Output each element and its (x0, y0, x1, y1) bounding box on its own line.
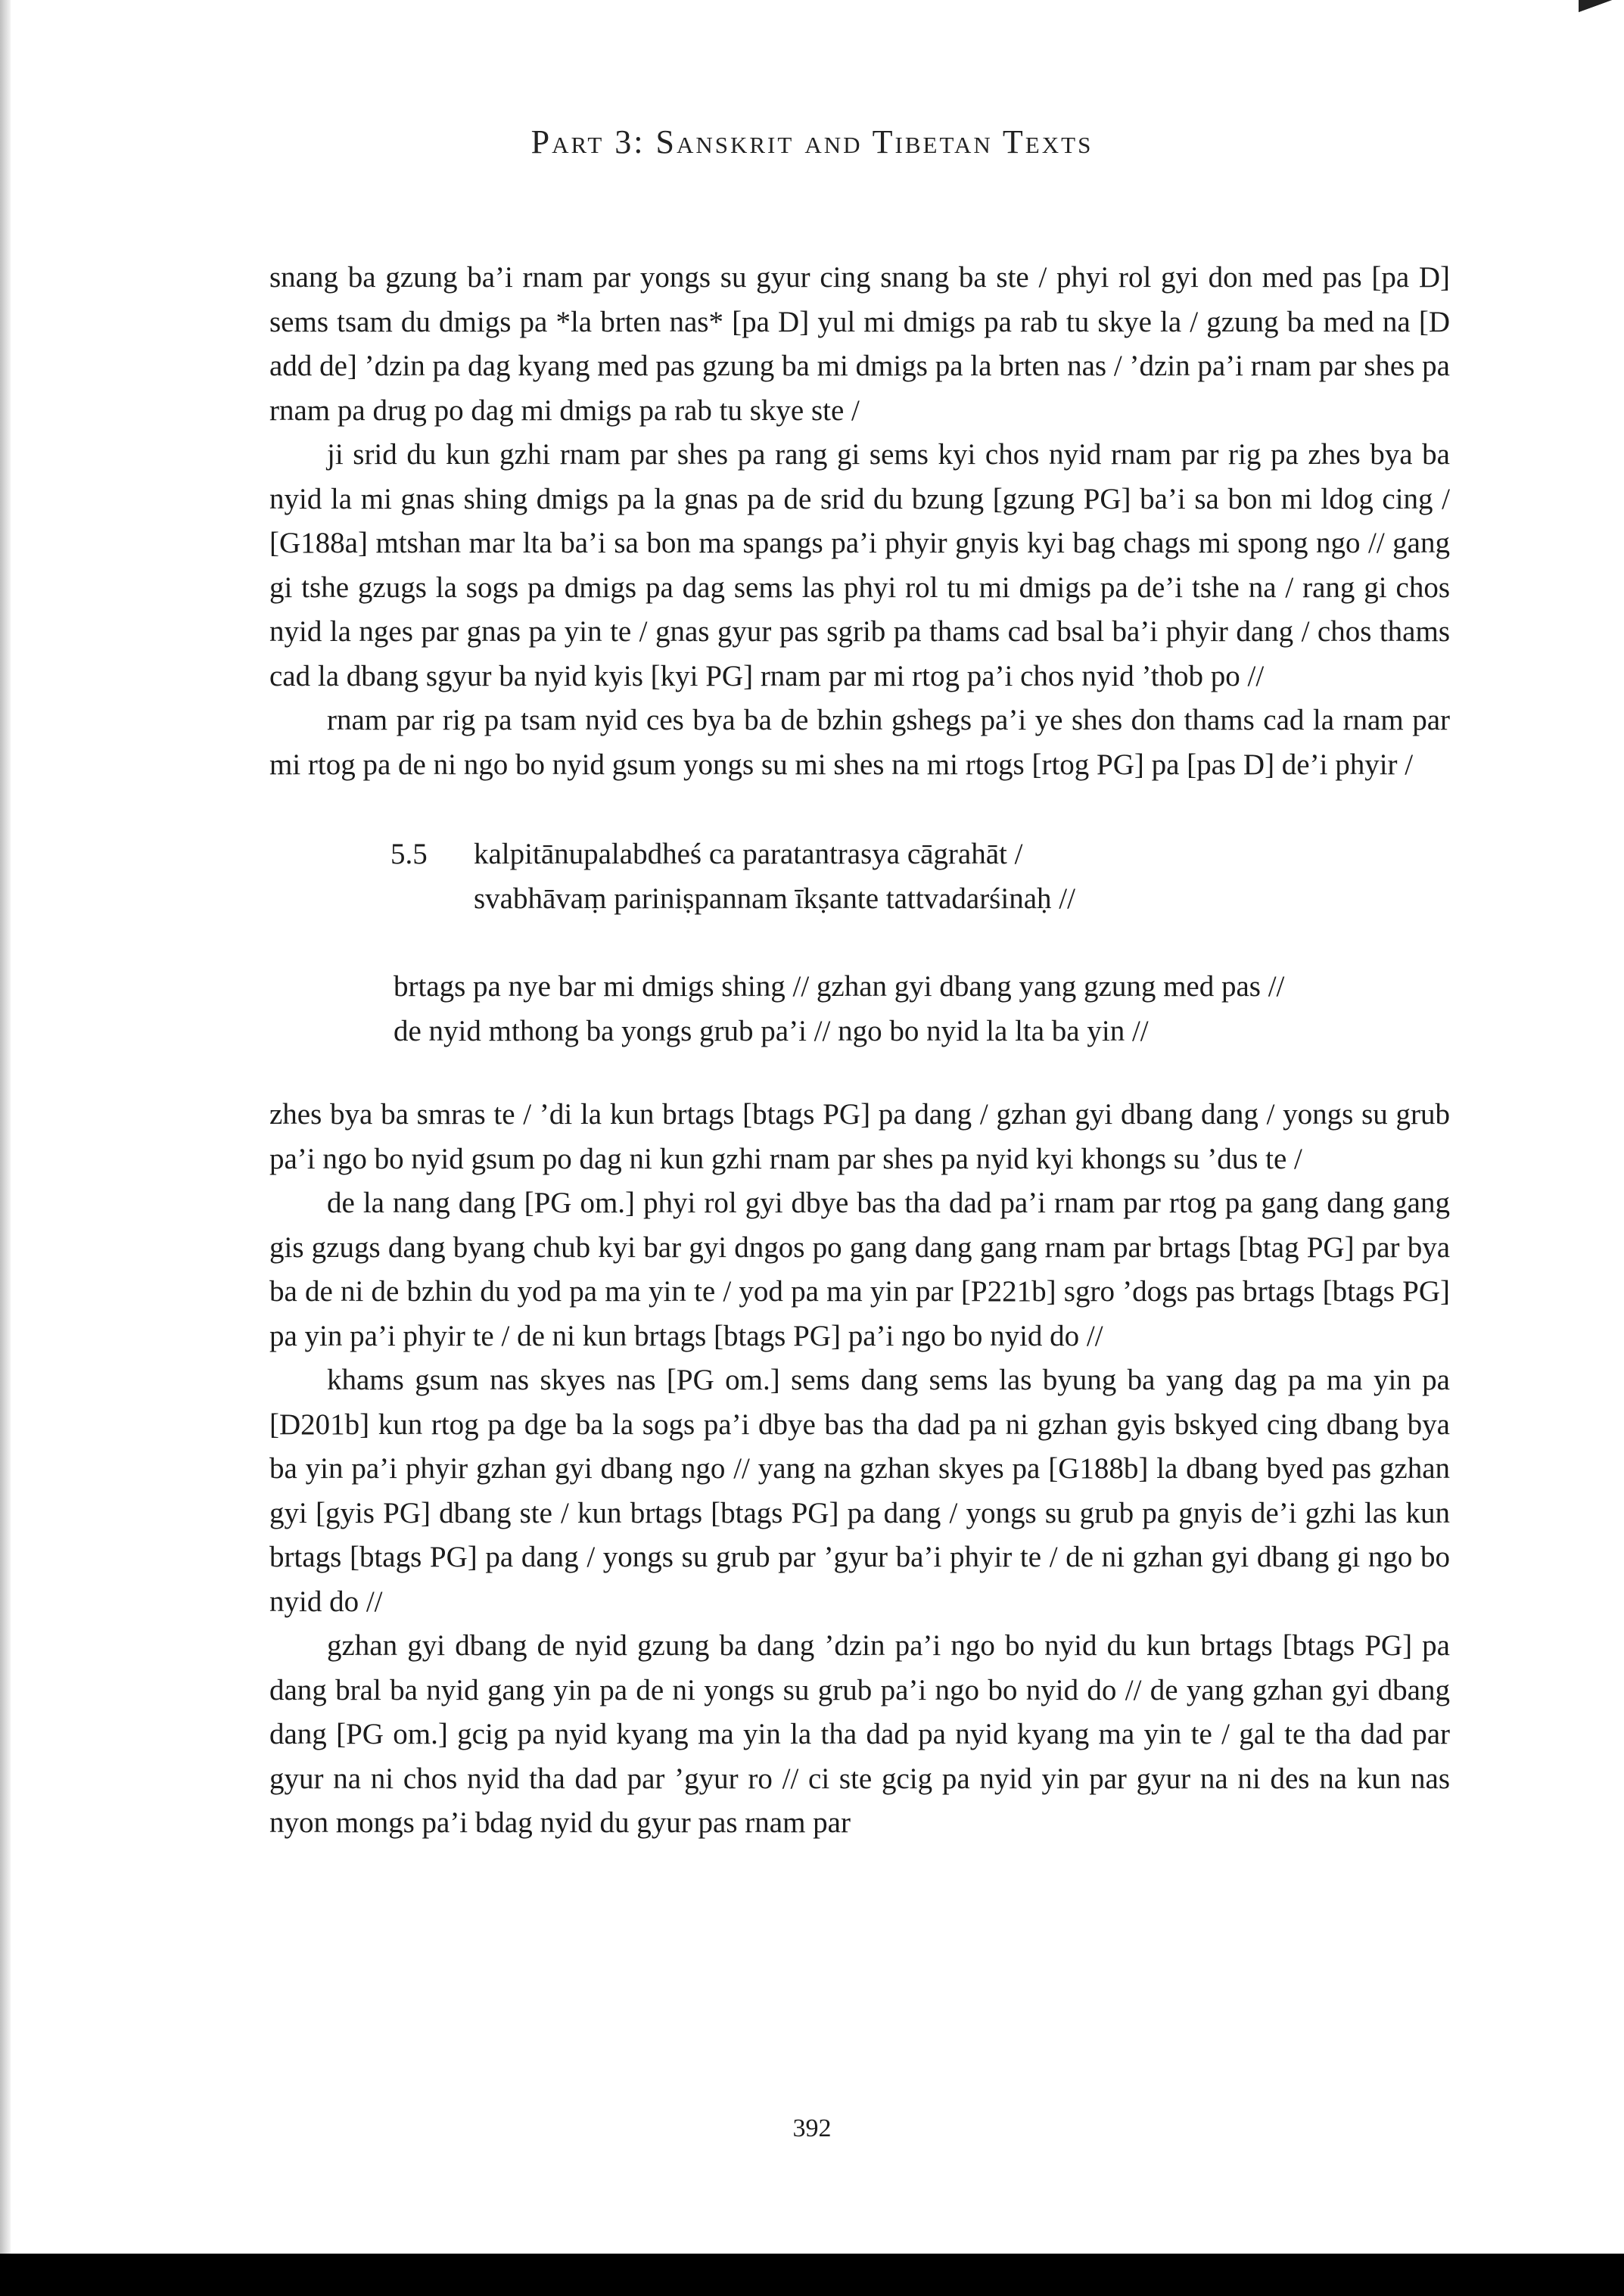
verse-line: de nyid mthong ba yongs grub pa’i // ngo bo nyid la lta ba yin // (394, 1014, 1149, 1047)
scan-bottom-band (0, 2254, 1624, 2296)
tibetan-verse (394, 965, 1450, 1053)
body-text (269, 256, 1450, 1846)
running-head: Part 3: Sanskrit and Tibetan Texts (530, 123, 1094, 160)
paragraph: snang ba gzung ba’i rnam par yongs su gyur cing snang ba ste / phyi rol gyi don med pas [pa D] sems tsam du dmigs pa *la brten nas* [pa D] yul mi dmigs pa rab tu skye la / gzung ba med na [D add de] ’dzin pa dag kyang med pas gzung ba mi dmigs pa la brten nas / ’dzin pa’i rnam par shes pa rnam pa drug po dag mi dmigs pa rab tu skye ste / (269, 261, 1450, 427)
page-number: 392 (792, 2114, 832, 2142)
paragraph: khams gsum nas skyes nas [PG om.] sems dang sems las byung ba yang dag pa ma yin pa [D201b] kun rtog pa dge ba la sogs pa’i dbye bas tha dad pa ni gzhan gyis bskyed cing dbang bya ba yin pa’i phyir gzhan gyi dbang ngo // yang na gzhan skyes pa [G188b] la dbang byed pas gzhan gyi [gyis PG] dbang ste / kun brtags [btags PG] pa dang / yongs su grub pa gnyis de’i gzhi las kun brtags [btags PG] pa dang / yongs su grub par ’gyur ba’i phyir te / de ni gzhan gyi dbang gi ngo bo nyid do // (269, 1364, 1450, 1618)
paragraph: de la nang dang [PG om.] phyi rol gyi dbye bas tha dad pa’i rnam par rtog pa gang dang gang gis gzugs dang byang chub kyi bar gyi dngos po gang dang gang rnam par brtags [btag PG] par bya ba de ni de bzhin du yod pa ma yin te / yod pa ma yin par [P221b] sgro ’dogs pas brtags [btags PG] pa yin pa’i phyir te / de ni kun brtags [btags PG] pa’i ngo bo nyid do // (269, 1187, 1450, 1352)
verse-line: kalpitānupalabdheś ca paratantrasya cāgrahāt / (474, 838, 1023, 870)
page-corner-mark (1579, 0, 1624, 14)
verse-number: 5.5 (390, 838, 428, 870)
paragraph: rnam par rig pa tsam nyid ces bya ba de bzhin gshegs pa’i ye shes don thams cad la rnam par mi rtog pa de ni ngo bo nyid gsum yongs su mi shes na mi rtogs [rtog PG] pa [pas D] de’i phyir / (269, 704, 1450, 781)
page-left-edge-shadow (0, 0, 11, 2296)
verse-line: brtags pa nye bar mi dmigs shing // gzhan gyi dbang yang gzung med pas // (394, 970, 1285, 1003)
paragraph: zhes bya ba smras te / ’di la kun brtags [btags PG] pa dang / gzhan gyi dbang dang / yongs su grub pa’i ngo bo nyid gsum po dag ni kun gzhi rnam par shes pa nyid kyi khongs su ’dus te / (269, 1098, 1450, 1175)
sanskrit-verse (390, 832, 1450, 921)
paragraph: gzhan gyi dbang de nyid gzung ba dang ’dzin pa’i ngo bo nyid du kun brtags [btags PG] pa dang bral ba nyid gang yin pa de ni yongs su grub pa’i ngo bo nyid do // de yang gzhan gyi dbang dang [PG om.] gcig pa nyid kyang ma yin la tha dad pa nyid kyang ma yin te / gal te tha dad par gyur na ni chos nyid tha dad par ’gyur ro // ci ste gcig pa nyid yin par gyur na ni des na kun nas nyon mongs pa’i bdag nyid du gyur pas rnam par (269, 1629, 1450, 1839)
paragraph: ji srid du kun gzhi rnam par shes pa rang gi sems kyi chos nyid rnam par rig pa zhes bya ba nyid la mi gnas shing dmigs pa la gnas pa de srid du bzung [gzung PG] ba’i sa bon mi ldog cing / [G188a] mtshan mar lta ba’i sa bon ma spangs pa’i phyir gnyis kyi bag chags mi spong ngo // gang gi tshe gzugs la sogs pa dmigs pa dag sems las phyi rol tu mi dmigs pa de’i tshe na / rang gi chos nyid la nges par gnas pa yin te / gnas gyur pas sgrib pa thams cad bsal ba’i phyir dang / chos thams cad la dbang sgyur ba nyid kyis [kyi PG] rnam par mi rtog pa’i chos nyid ’thob po // (269, 438, 1450, 692)
verse-line: svabhāvaṃ pariniṣpannam īkṣante tattvadarśinaḥ // (474, 882, 1075, 915)
